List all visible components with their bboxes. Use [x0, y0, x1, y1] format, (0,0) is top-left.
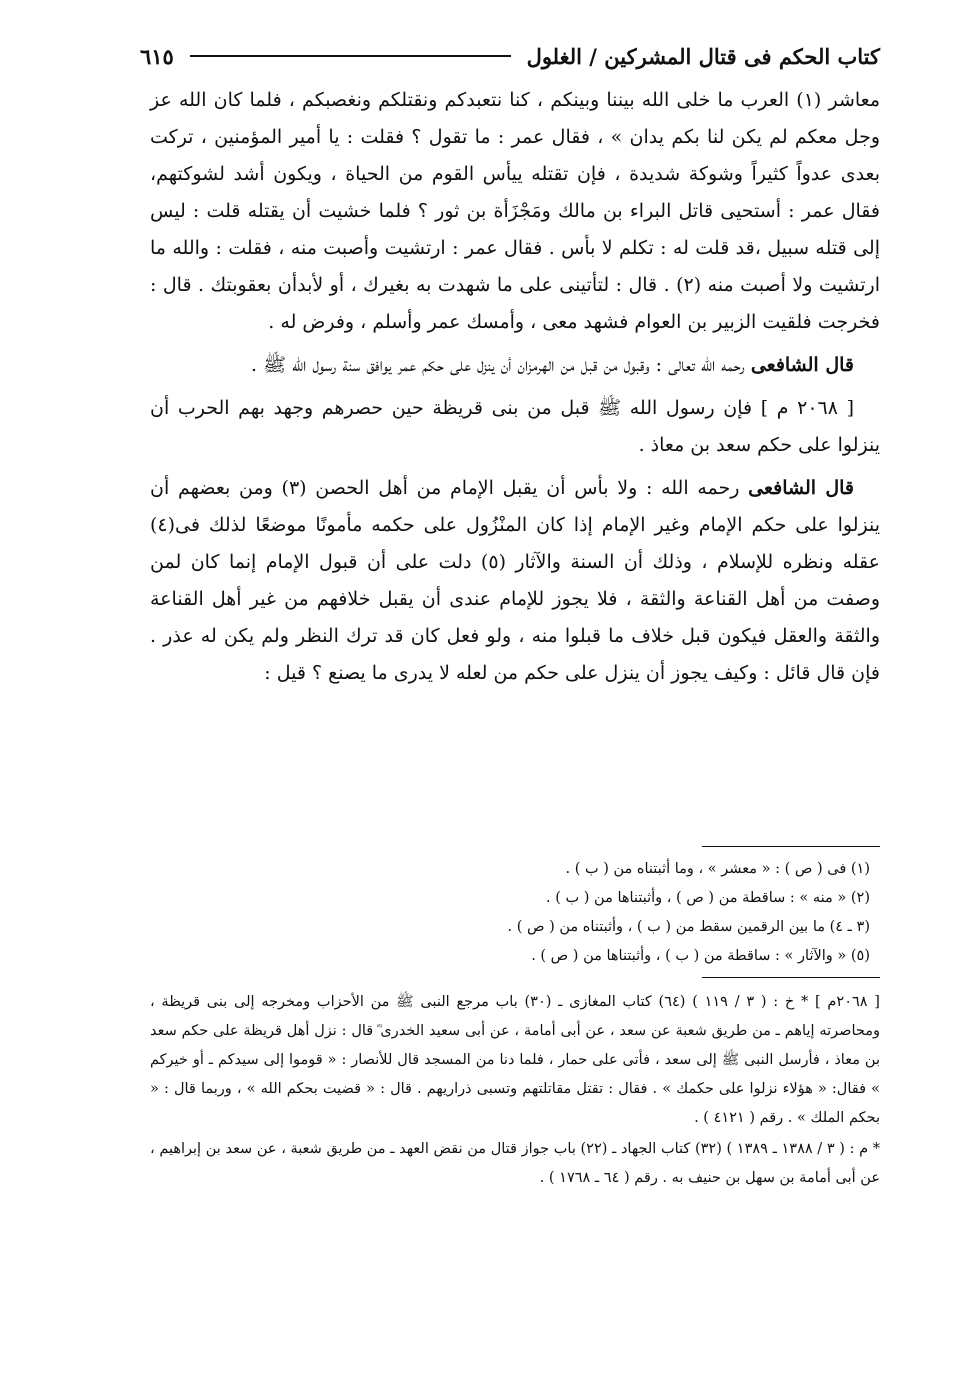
paragraph-2: [150, 347, 880, 384]
paragraph-1: [150, 82, 880, 341]
main-text: [150, 82, 880, 698]
paragraph-text: معاشر (١) العرب ما خلى الله بيننا وبينكم ، كنا نتعبدكم ونقتلكم ونغصبكم ، فلما كان الله عز وجل معكم لم يكن لنا بكم يدان » ، فقال عمر : ما تقول ؟ فقلت : يا أمير المؤمنين ، تركت بعدى عدواً كثيراً وشوكة شديدة ، فإن تقتله ييأس القوم من الحياة ، ويكون أشد لشوكتهم، فقال عمر : أستحيى قاتل البراء بن مالك ومَجْزَأة بن ثور ؟ فلما خشيت أن يقتله قلت : ليس إلى قتله سبيل ،قد قلت له : تكلم لا بأس . فقال عمر : ارتشيت وأصبت منه ، فقلت : والله ما ارتشيت ولا أصبت منه (٢) . قال : لتأتينى على ما شهدت به بغيرك ، أو لأبدأن بعقوبتك . قال : فخرجت فلقيت الزبير بن العوام فشهد معى ، وأمسك عمر وأسلم ، وفرض له .: [150, 89, 880, 333]
footnote-3: (٣ ـ ٤) ما بين الرقمين سقط من ( ب ) ، وأثبتناه من ( ص ) .: [507, 919, 870, 935]
paragraph-text: رحمه الله تعالى : وقبول من قبل من الهرمزان أن ينزل على حكم عمر يوافق سنة رسول الله ﷺ .: [251, 354, 751, 376]
header-title: كتاب الحكم فى قتال المشركين / الغلول: [526, 43, 880, 69]
paragraph-text: [ ٢٠٦٨ م ] فإن رسول الله ﷺ قبل من بنى قريظة حين حصرهم وجهد بهم الحرب أن ينزلوا على حكم سعد بن معاذ .: [150, 397, 880, 456]
paragraph-4: [150, 470, 880, 692]
paragraph-3: [150, 390, 880, 464]
header-rule: [190, 55, 511, 57]
paragraph-speaker: قال الشافعى: [750, 354, 854, 376]
paragraph-text: رحمه الله : ولا بأس أن يقبل الإمام من أهل الحصن (٣) ومن بعضهم أن ينزلوا على حكم الإمام وغير الإمام إذا كان المنْزُول على حكمه مأمونًا موضعًا لذلك فى(٤) عقله ونظره للإسلام ، وذلك أن السنة والآثار (٥) دلت على أن قبول الإمام إنما كان لمن وصفت من أهل القناعة والثقة ، فلا يجوز للإمام عندى أن يقبل خلافهم من غير أهل القناعة والثقة والعقل فيكون قبل خلاف ما قبلوا منه ، ولو فعل كان قد ترك النظر ولم يكن له عذر . فإن قال قائل : وكيف يجوز أن ينزل على حكم من لعله لا يدرى ما يصنع ؟ قيل :: [150, 477, 880, 684]
takhrij-note-1: [ ٢٠٦٨م ] * خ : ( ٣ / ١١٩ ) (٦٤) كتاب المغازى ـ (٣٠) باب مرجع النبى ﷺ من الأحزاب ومخرجه إلى بنى قريظة ، ومحاصرته إياهم ـ من طريق شعبة عن سعد ، عن أبى أمامة ، عن أبى سعيد الخدرى ؓ قال : نزل أهل قريظة على حكم سعد بن معاذ ، فأرسل النبى ﷺ إلى سعد ، فأتى على حمار ، فلما دنا من المسجد قال للأنصار : « قوموا إلى سيدكم ـ أو خيركم » فقال: « هؤلاء نزلوا على حكمك » . فقال : تقتل مقاتلتهم وتسبى ذراريهم . قال : « قضيت بحكم الله » ، وربما قال : « بحكم الملك » . رقم ( ٤١٢١ ) .: [150, 994, 880, 1126]
takhrij-rule: [702, 977, 880, 978]
footnote-2: (٢) « منه » : ساقطة من ( ص ) ، وأثبتناها من ( ب ) .: [546, 890, 870, 906]
footnote-1: (١) فى ( ص ) : « معشر » ، وما أثبتناه من ( ب ) .: [565, 861, 870, 877]
footnotes-rule: [702, 846, 880, 847]
running-header: [140, 38, 880, 74]
page-number: ٦١٥: [140, 43, 174, 69]
footnote-4: (٥) « والآثار » : ساقطة من ( ب ) ، وأثبتناها من ( ص ) .: [531, 948, 870, 964]
takhrij-note-2: * م : ( ٣ / ١٣٨٨ ـ ١٣٨٩ ) (٣٢) كتاب الجهاد ـ (٢٢) باب جواز قتال من نقض العهد ـ من طريق شعبة ، عن سعد بن إبراهيم ، عن أبى أمامة بن سهل بن حنيف به . رقم ( ٦٤ ـ ١٧٦٨ ) .: [150, 1141, 880, 1186]
paragraph-speaker: قال الشافعى: [748, 477, 854, 499]
footnotes-section: [150, 846, 880, 1195]
